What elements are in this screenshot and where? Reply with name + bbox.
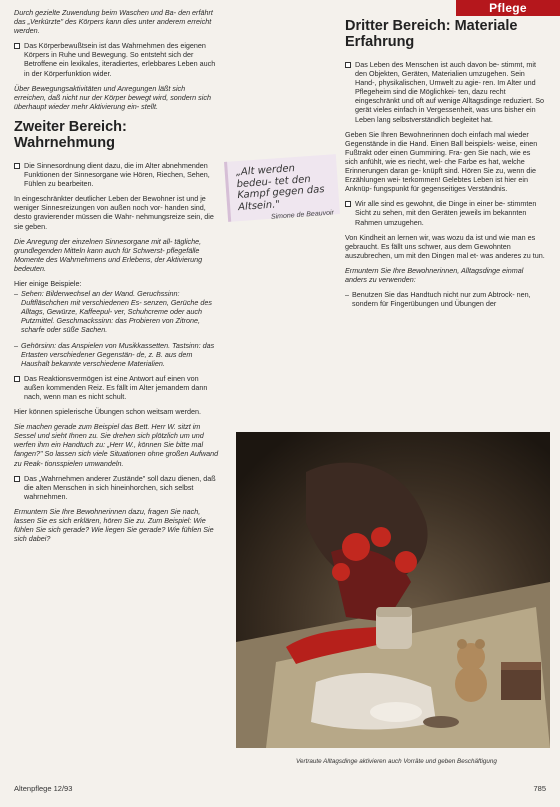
list-item: Das „Wahrnehmen anderer Zustände" soll dazu dienen, daß die alten Menschen in sich hineinhorchen, sich selbst wahrnehmen.: [14, 474, 219, 501]
pull-quote: [224, 154, 340, 222]
right-column: [345, 18, 545, 314]
body-paragraph: Sie machen gerade zum Beispiel das Bett. Herr W. sitzt im Sessel und sieht Ihnen zu. Sie drehen sich plötzlich um und werfen ihm ein Handtuch zu: „Herr W., können Sie bitte mal fangen?" So lassen sich viele Situationen ohne großen Aufwand zu Reak- tionsspielen umwandeln.: [14, 422, 219, 468]
footer-publication: Altenpflege 12/93: [14, 784, 73, 793]
quote-author: Simone de Beauvoir: [270, 209, 335, 221]
quote-text: „Alt werden bedeu- tet den Kampf gegen das Altsein.": [235, 163, 325, 213]
left-column: [14, 8, 219, 549]
body-paragraph: Ermuntern Sie Ihre Bewohnerinnen dazu, fragen Sie nach, lassen Sie es sich erklären, hören Sie zu. Zum Beispiel: Wie fühlen Sie sich gerade? Wie liegen Sie gerade? Wie fühlen Sie sich dabei?: [14, 506, 214, 544]
section-heading: Dritter Bereich: Materiale Erfahrung: [345, 18, 518, 50]
body-paragraph: Geben Sie Ihren Bewohnerinnen doch einfach mal wieder Gegenstände in die Hand. Einen Ball beispiels- weise, einen Fußtrakt oder einen Gummiring. Fra- gen Sie nach, wie es sich anfühlt, wie es riecht, wel- che Farbe es hat, welche Erinnerungen daran ge- knüpft sind. Hören Sie zu, wenn die Erzählungen wei- terkommen! Gelebtes Leben ist hier ein Anknüp- fungspunkt für gegenseitiges Verständnis.: [345, 129, 538, 194]
examples-heading: Hier einige Beispiele:: [14, 278, 82, 288]
list-item: Wir alle sind es gewohnt, die Dinge in einer be- stimmten Sicht zu sehen, mit den Geräten jeweils im bekannten Rahmen umzugehen.: [345, 199, 545, 226]
list-item: Das Leben des Menschen ist auch davon be- stimmt, mit den Objekten, Geräten, Materialien umzugehen. Sein Hand-, physikalischen, Umwelt zu agie- ren. Im Alter und Pflegeheim sind die Möglichkei- ten, dazu recht eingeschränkt und oft auf wenige Alltagsdinge reduziert. So gerät vieles einfach in Vergessenheit, was uns bisher ein Leben lang selbstverständlich begleitet hat.: [345, 60, 545, 124]
example-item: – Benutzen Sie das Handtuch nicht nur zum Abtrock- nen, sondern für Fingerübungen und Übungen der: [345, 290, 545, 308]
body-paragraph: Die Anregung der einzelnen Sinnesorgane mit all- tägliche, grundlegenden Mitteln kann auch für Schwerst- pflegefälle Momente des Wahrnehmens und Erlebens, der Aktivierung bedeuten.: [14, 236, 203, 273]
body-paragraph: In eingeschränkter deutlicher Leben der Bewohner ist und je weniger Sinnesreizungen von außen noch vor- handen sind, desto gravierender müssen die Wahr- nehmungsreize sein, die sie geben.: [14, 194, 214, 231]
page-number: 785: [533, 784, 546, 793]
body-paragraph: Von Kindheit an lernen wir, was wozu da ist und wie man es gebraucht. Es fällt uns schwer, aus dem Gewohnten auszubrechen, um mit den Dingen mal et- was anderes zu tun.: [345, 232, 545, 260]
section-tab: Pflege: [456, 0, 560, 16]
list-item: Das Körperbewußtsein ist das Wahrnehmen des eigenen Körpers in Ruhe und Bewegung. So entsteht sich der Betroffene ein lexikales, iteradiertes, erlebbares Leben auch in der Körperfunktion wider.: [14, 41, 219, 77]
photo: [236, 432, 550, 748]
section-heading: Zweiter Bereich: Wahrnehmung: [14, 118, 127, 151]
body-paragraph: Über Bewegungsaktivitäten und Anregungen läßt sich erreichen, daß nicht nur der Körper bewegt wird, sondern sich überhaupt wieder mehr Aktivierung ein- stellt.: [14, 83, 211, 111]
list-item: Das Reaktionsvermögen ist eine Antwort auf einen von außen kommenden Reiz. Es fällt im Alter jemandem dann nach, wenn man es nicht schult.: [14, 374, 219, 401]
intro-paragraph: Durch gezielte Zuwendung beim Waschen und Ba- den erfährt das „Verkürzte" des Körpers kann dies unter anderem erreicht werden.: [14, 8, 213, 36]
example-item: – Gehörsinn: das Anspielen von Musikkassetten. Tastsinn: das Ertasten verschiedener Gegenstän- de, z. B. aus dem Haushalt bekannte verschiedene Materialien.: [14, 341, 219, 368]
body-paragraph: Hier können spielerische Übungen schon weitsam werden.: [14, 407, 201, 417]
body-paragraph: Ermuntern Sie Ihre Bewohnerinnen, Alltagsdinge einmal anders zu verwenden:: [345, 265, 524, 284]
list-item: Die Sinnesordnung dient dazu, die im Alter abnehmenden Funktionen der Sinnesorgane wie Hören, Riechen, Sehen, Fühlen zu bearbeiten.: [14, 161, 219, 188]
example-item: – Sehen: Bilderwechsel an der Wand. Geruchssinn: Duftfläschchen mit verschiedenen Es- senzen, Gerüche des Alltags, Gewürze, Kaffeepul- ver, Schuhcreme oder auch Putzmittel. Geschmackssinn: das Probieren von Zitrone, scharfe oder süße Sachen.: [14, 289, 219, 334]
photo-caption: Vertraute Alltagsdinge aktivieren auch Vorräte und geben Beschäftigung: [296, 758, 497, 765]
photo-illustration: [236, 432, 550, 748]
